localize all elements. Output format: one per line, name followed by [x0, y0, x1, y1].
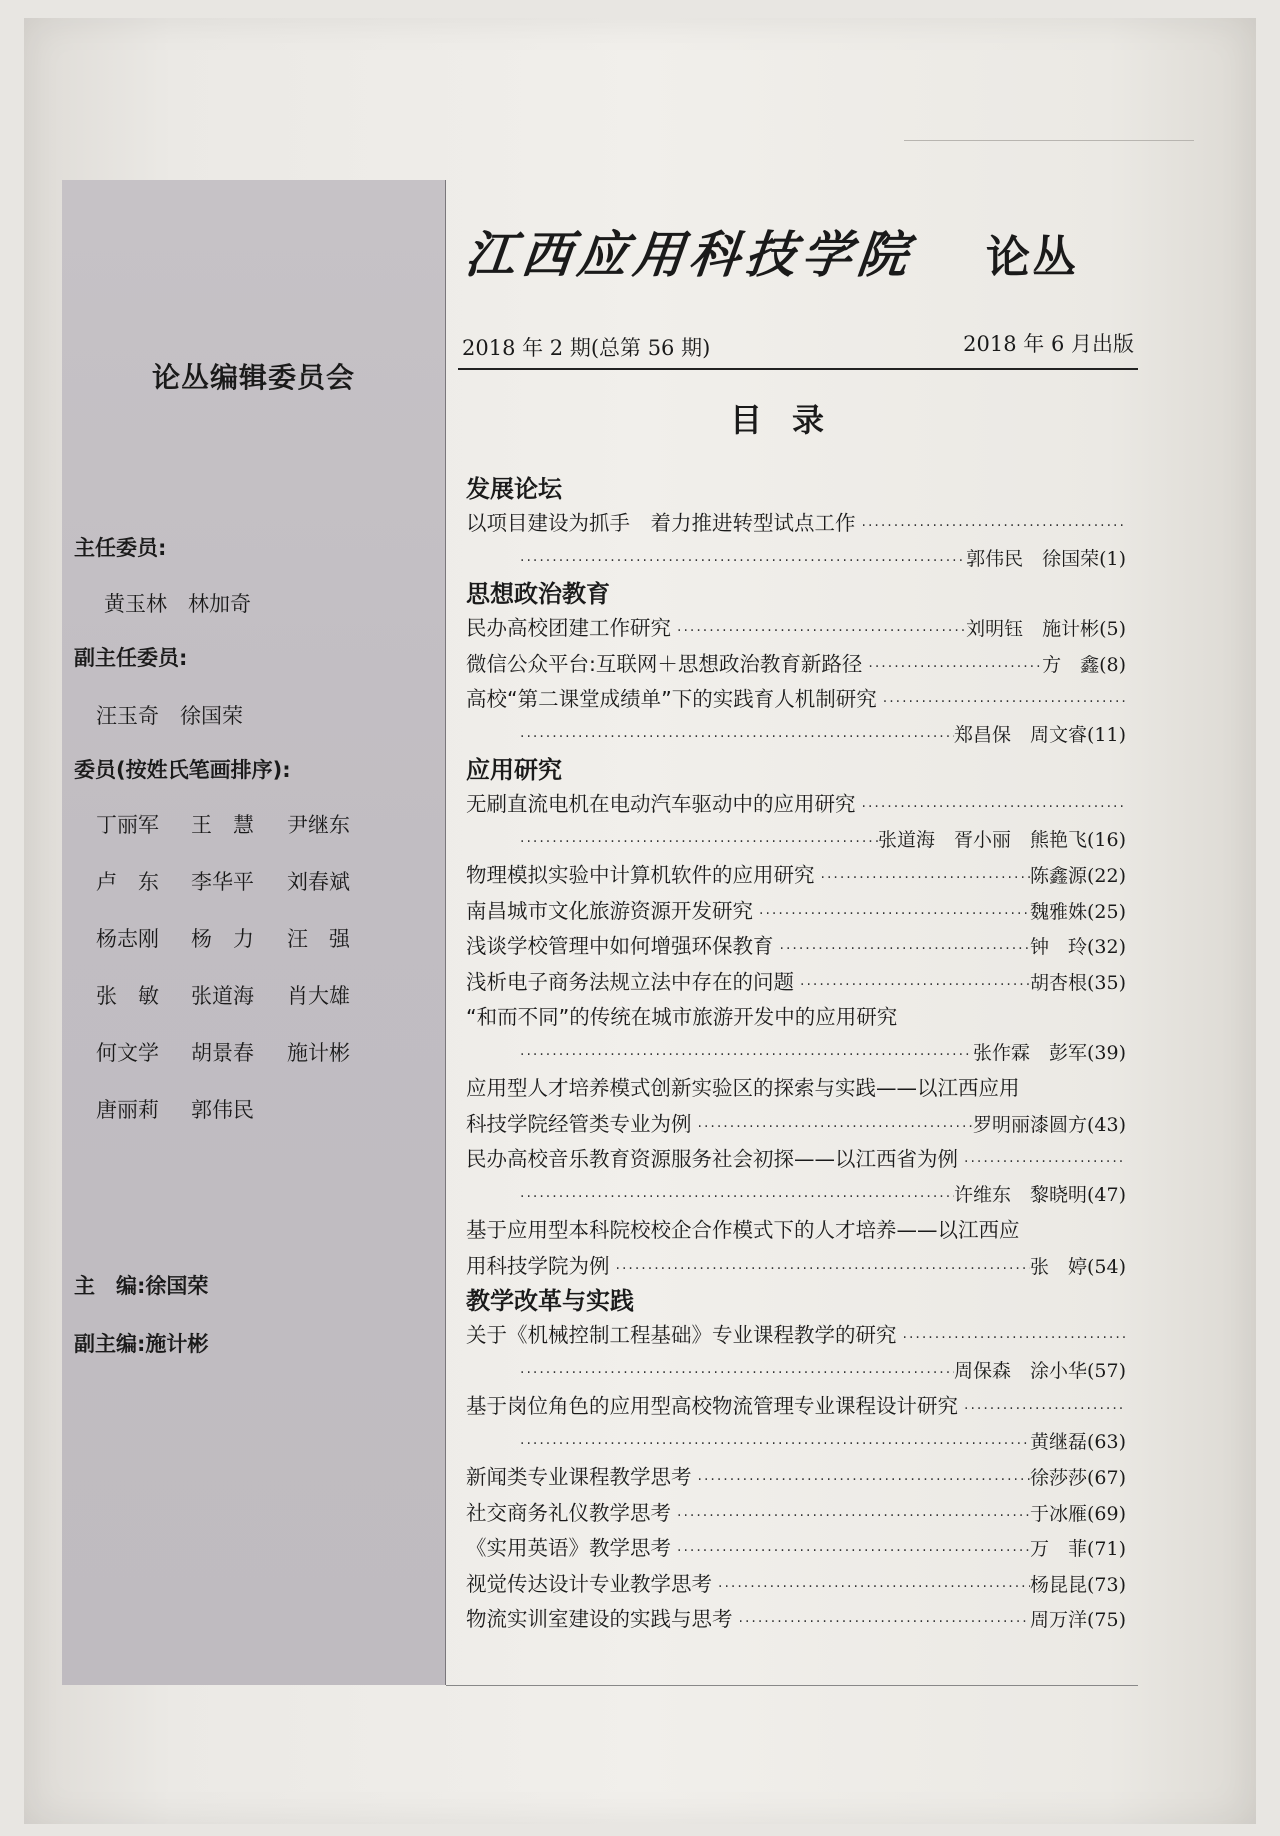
member-name: 张 敏: [96, 984, 159, 1008]
toc-entry-title[interactable]: [466, 787, 1126, 823]
entry-title: 浅谈学校管理中如何增强环保教育: [466, 934, 774, 958]
toc-entry[interactable]: [466, 858, 1126, 894]
entry-title: 民办高校团建工作研究: [466, 616, 671, 640]
toc-entry[interactable]: [466, 894, 1126, 930]
toc-entry[interactable]: [466, 1107, 1126, 1143]
issue-info-row: [458, 330, 1138, 370]
entry-title: 无刷直流电机在电动汽车驱动中的应用研究: [466, 792, 856, 816]
toc-heading: 目录: [730, 401, 855, 439]
member-name: 唐丽莉: [96, 1098, 159, 1122]
member-name: 张道海: [191, 984, 254, 1008]
issue-number: 2018 年 2 期(总第 56 期): [462, 336, 711, 360]
toc-entry-title[interactable]: [466, 1318, 1126, 1354]
leader-dots: [671, 614, 966, 650]
entry-title: 新闻类专业课程教学思考: [466, 1465, 692, 1489]
member-name: 郭伟民: [191, 1098, 254, 1122]
entry-title: 基于岗位角色的应用型高校物流管理专业课程设计研究: [466, 1394, 958, 1418]
chief-editor: 主 编:徐国荣: [74, 1274, 209, 1298]
entry-title: 物理模拟实验中计算机软件的应用研究: [466, 863, 815, 887]
toc-entry[interactable]: [466, 965, 1126, 1001]
entry-title: 科技学院经管类专业为例: [466, 1111, 692, 1136]
director-label: 主任委员:: [74, 536, 167, 560]
leader-dots: [514, 720, 954, 756]
entry-author-page: 罗明丽漆圆方(43): [972, 1113, 1126, 1136]
deputy-editor: 副主编:施计彬: [74, 1332, 209, 1356]
leader-dots: [958, 1145, 1126, 1181]
journal-title-suffix: 论丛: [986, 232, 1078, 283]
members-label: 委员(按姓氏笔画排序):: [74, 758, 291, 782]
toc-entry[interactable]: [466, 1460, 1126, 1496]
entry-title: 南昌城市文化旅游资源开发研究: [466, 898, 753, 923]
entry-title: 基于应用型本科院校校企合作模式下的人才培养——以江西应: [466, 1218, 1020, 1242]
member-name: 李华平: [191, 870, 254, 894]
entry-author-page: 杨昆昆(73): [1029, 1573, 1126, 1596]
entry-title: 民办高校音乐教育资源服务社会初探——以江西省为例: [466, 1147, 958, 1171]
vice-director-names: 汪玉奇 徐国荣: [96, 704, 243, 728]
entry-author-page: 许维东 黎晓明(47): [953, 1183, 1126, 1206]
toc-entry-author[interactable]: [466, 1178, 1126, 1214]
leader-dots: [815, 861, 1030, 897]
entry-author-page: 张 婷(54): [1029, 1255, 1126, 1278]
toc-entry-title[interactable]: [466, 1142, 1126, 1178]
leader-dots: [514, 825, 878, 861]
leader-dots: [794, 968, 1030, 1004]
entry-title: 用科技学院为例: [466, 1253, 610, 1278]
toc-entry[interactable]: [466, 1496, 1126, 1532]
toc-entry-title[interactable]: [466, 682, 1126, 718]
entry-author-page: 张作霖 彭军(39): [972, 1041, 1126, 1064]
entry-title: 社交商务礼仪教学思考: [466, 1500, 671, 1525]
leader-dots: [514, 1427, 1030, 1463]
leader-dots: [610, 1252, 1030, 1288]
entry-author-page: 魏雅姝(25): [1029, 900, 1126, 923]
entry-title: 物流实训室建设的实践与思考: [466, 1607, 733, 1631]
toc-entry[interactable]: [466, 1531, 1126, 1567]
members-grid: [96, 812, 396, 1123]
leader-dots: [514, 1180, 954, 1216]
entry-author-page: 方 鑫(8): [1042, 653, 1126, 676]
leader-dots: [692, 1463, 1030, 1499]
toc-entry[interactable]: [466, 1567, 1126, 1603]
publication-date: 2018 年 6 月出版: [963, 332, 1134, 356]
leader-dots: [958, 1392, 1126, 1428]
entry-title: 浅析电子商务法规立法中存在的问题: [466, 969, 794, 994]
member-name: 丁丽军: [96, 813, 159, 837]
entry-author-page: 周保森 涂小华(57): [953, 1359, 1126, 1382]
section-heading: 应用研究: [466, 756, 562, 784]
entry-author-page: 徐莎莎(67): [1029, 1467, 1126, 1489]
section-heading: 教学改革与实践: [466, 1287, 634, 1315]
toc-entry-author[interactable]: [466, 823, 1126, 859]
toc-entry[interactable]: [466, 1602, 1126, 1638]
journal-masthead: [462, 215, 1138, 295]
entry-author-page: 陈鑫源(22): [1029, 865, 1126, 887]
toc-entry-title[interactable]: [466, 1000, 1126, 1036]
leader-dots: [753, 897, 1030, 933]
leader-dots: [897, 1321, 1127, 1357]
entry-title: 应用型人才培养模式创新实验区的探索与实践——以江西应用: [466, 1076, 1020, 1100]
leader-dots: [774, 932, 1030, 968]
member-name: 何文学: [96, 1041, 159, 1065]
toc-entry-author[interactable]: [466, 542, 1126, 578]
table-of-contents: [466, 472, 1126, 1638]
board-title: 论丛编辑委员会: [151, 361, 355, 394]
journal-title-calligraphy: 江西应用科技学院: [462, 225, 917, 284]
leader-dots: [692, 1110, 973, 1146]
entry-author-page: 于冰雁(69): [1029, 1502, 1126, 1525]
member-name: 王 慧: [191, 813, 254, 837]
running-header-ghost: [904, 118, 1194, 141]
entry-author-page: 刘明钰 施计彬(5): [966, 618, 1126, 640]
leader-dots: [862, 650, 1042, 686]
toc-entry-title[interactable]: [466, 1213, 1126, 1249]
editorial-board-panel: [62, 180, 446, 1685]
toc-entry[interactable]: [466, 611, 1126, 647]
member-name: 肖大雄: [287, 984, 350, 1008]
leader-dots: [856, 790, 1127, 826]
leader-dots: [514, 544, 966, 580]
toc-entry[interactable]: [466, 1249, 1126, 1285]
section-heading: 发展论坛: [466, 475, 562, 503]
member-name: 杨志刚: [96, 927, 159, 951]
leader-dots: [733, 1605, 1030, 1641]
toc-entry[interactable]: [466, 929, 1126, 965]
entry-author-page: 郑昌保 周文睿(11): [953, 723, 1126, 746]
bottom-rule: [446, 1685, 1138, 1686]
entry-author-page: 钟 玲(32): [1029, 936, 1126, 958]
toc-entry-author[interactable]: [466, 1036, 1126, 1072]
entry-title: 《实用英语》教学思考: [466, 1536, 671, 1560]
member-name: 杨 力: [191, 927, 254, 951]
toc-entry[interactable]: [466, 647, 1126, 683]
toc-entry-title[interactable]: [466, 506, 1126, 542]
toc-entry-author[interactable]: [466, 1425, 1126, 1461]
entry-title: 微信公众平台:互联网＋思想政治教育新路径: [466, 651, 863, 676]
member-name: 尹继东: [287, 813, 350, 837]
leader-dots: [671, 1534, 1030, 1570]
entry-title: 高校“第二课堂成绩单”下的实践育人机制研究: [466, 687, 877, 711]
entry-author-page: 张道海 胥小丽 熊艳飞(16): [877, 828, 1126, 851]
entry-title: 视觉传达设计专业教学思考: [466, 1571, 712, 1596]
member-name: 汪 强: [287, 927, 350, 951]
director-names: 黄玉林 林加奇: [104, 592, 251, 616]
entry-author-page: 胡杏根(35): [1029, 971, 1126, 994]
section-heading: 思想政治教育: [466, 580, 610, 608]
entry-title: 以项目建设为抓手 着力推进转型试点工作: [466, 511, 856, 535]
member-name: 刘春斌: [287, 870, 350, 894]
leader-dots: [856, 509, 1127, 545]
entry-title: 关于《机械控制工程基础》专业课程教学的研究: [466, 1323, 897, 1347]
entry-author-page: 万 菲(71): [1029, 1538, 1126, 1560]
entry-author-page: 郭伟民 徐国荣(1): [966, 547, 1126, 570]
member-name: 施计彬: [287, 1041, 350, 1065]
member-name: 胡景春: [191, 1041, 254, 1065]
vice-director-label: 副主任委员:: [74, 646, 188, 670]
toc-entry-author[interactable]: [466, 1354, 1126, 1390]
leader-dots: [671, 1499, 1030, 1535]
toc-entry-author[interactable]: [466, 718, 1126, 754]
leader-dots: [712, 1570, 1030, 1606]
toc-entry-title[interactable]: [466, 1071, 1126, 1107]
leader-dots: [514, 1038, 973, 1074]
entry-author-page: 黄继磊(63): [1029, 1430, 1126, 1453]
leader-dots: [514, 1356, 954, 1392]
entry-author-page: 周万洋(75): [1029, 1609, 1126, 1631]
member-name: 卢 东: [96, 870, 159, 894]
leader-dots: [877, 685, 1126, 721]
toc-entry-title[interactable]: [466, 1389, 1126, 1425]
entry-title: “和而不同”的传统在城市旅游开发中的应用研究: [466, 1005, 898, 1029]
